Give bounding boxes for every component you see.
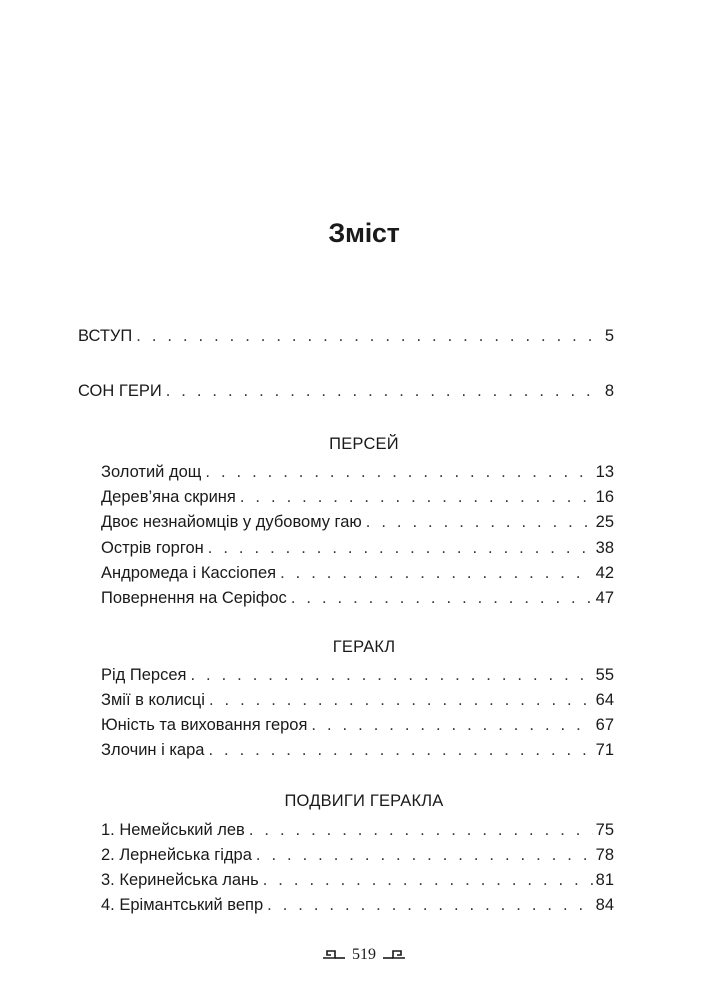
toc-entry-label: Повернення на Серіфос bbox=[101, 589, 287, 607]
toc-entry-page: 13 bbox=[595, 463, 614, 481]
toc-leader-dots bbox=[263, 870, 593, 890]
section-heading-heracles: ГЕРАКЛ bbox=[332, 638, 396, 656]
toc-entry[interactable] bbox=[101, 845, 614, 865]
toc-entry[interactable] bbox=[101, 820, 614, 840]
toc-entry-label: Золотий дощ bbox=[101, 463, 202, 481]
toc-entry-label: Змії в колисці bbox=[101, 691, 205, 709]
page-title: Зміст bbox=[328, 218, 400, 249]
toc-entry[interactable] bbox=[101, 690, 614, 710]
toc-leader-dots bbox=[291, 588, 593, 608]
toc-entry-label: Дерев’яна скриня bbox=[101, 488, 236, 506]
toc-entry-page: 64 bbox=[595, 691, 614, 709]
toc-leader-dots bbox=[256, 845, 593, 865]
toc-entry-page: 38 bbox=[595, 539, 614, 557]
toc-entry-label: Юність та виховання героя bbox=[101, 716, 308, 734]
toc-entry-page: 55 bbox=[595, 666, 614, 684]
toc-entry-hera-dream[interactable] bbox=[78, 381, 614, 401]
toc-entry-page: 71 bbox=[595, 741, 614, 759]
toc-entry-label: 2. Лернейська гідра bbox=[101, 846, 252, 864]
toc-entry[interactable] bbox=[101, 870, 614, 890]
toc-entry-page: 75 bbox=[595, 821, 614, 839]
toc-leader-dots bbox=[208, 538, 593, 558]
toc-entry[interactable] bbox=[101, 538, 614, 558]
section-heading-labours: ПОДВИГИ ГЕРАКЛА bbox=[284, 792, 444, 810]
toc-entry-page: 81 bbox=[595, 871, 614, 889]
toc-leader-dots bbox=[205, 462, 592, 482]
toc-entry-page: 25 bbox=[595, 513, 614, 531]
toc-leader-dots bbox=[366, 512, 593, 532]
page-number: 519 bbox=[352, 946, 376, 963]
toc-entry-page: 84 bbox=[595, 896, 614, 914]
toc-entry[interactable] bbox=[101, 487, 614, 507]
toc-entry-label: ВСТУП bbox=[78, 327, 133, 345]
toc-leader-dots bbox=[240, 487, 593, 507]
toc-entry-intro[interactable] bbox=[78, 326, 614, 346]
toc-entry-label: 4. Ерімантський вепр bbox=[101, 896, 264, 914]
toc-entry-page: 8 bbox=[604, 382, 614, 400]
toc-entry-page: 42 bbox=[595, 564, 614, 582]
toc-entry-label: Двоє незнайомців у дубовому гаю bbox=[101, 513, 362, 531]
toc-entry-label: 3. Керинейська лань bbox=[101, 871, 259, 889]
toc-entry-label: СОН ГЕРИ bbox=[78, 382, 162, 400]
toc-leader-dots bbox=[208, 740, 592, 760]
toc-entry[interactable] bbox=[101, 563, 614, 583]
toc-leader-dots bbox=[267, 895, 592, 915]
toc-entry[interactable] bbox=[101, 715, 614, 735]
greek-key-left-ornament-icon bbox=[322, 947, 346, 963]
toc-entry[interactable] bbox=[101, 740, 614, 760]
toc-entry-page: 47 bbox=[595, 589, 614, 607]
section-heading-perseus: ПЕРСЕЙ bbox=[329, 435, 399, 453]
toc-entry-label: Андромеда і Кассіопея bbox=[101, 564, 277, 582]
toc-entry-label: Острів горгон bbox=[101, 539, 204, 557]
toc-entry-label: Рід Персея bbox=[101, 666, 187, 684]
toc-entry[interactable] bbox=[101, 512, 614, 532]
toc-leader-dots bbox=[136, 326, 602, 346]
toc-leader-dots bbox=[249, 820, 593, 840]
toc-entry-page: 67 bbox=[595, 716, 614, 734]
toc-entry-page: 5 bbox=[604, 327, 614, 345]
toc-leader-dots bbox=[166, 381, 602, 401]
toc-leader-dots bbox=[280, 563, 593, 583]
toc-leader-dots bbox=[311, 715, 592, 735]
greek-key-right-ornament-icon bbox=[382, 947, 406, 963]
toc-entry[interactable] bbox=[101, 665, 614, 685]
toc-entry-page: 16 bbox=[595, 488, 614, 506]
page-number-folio bbox=[0, 946, 728, 964]
toc-entry[interactable] bbox=[101, 462, 614, 482]
toc-leader-dots bbox=[209, 690, 593, 710]
toc-entry-label: 1. Немейський лев bbox=[101, 821, 245, 839]
toc-entry[interactable] bbox=[101, 588, 614, 608]
toc-entry-label: Злочин і кара bbox=[101, 741, 205, 759]
toc-leader-dots bbox=[190, 665, 592, 685]
toc-entry-page: 78 bbox=[595, 846, 614, 864]
toc-entry[interactable] bbox=[101, 895, 614, 915]
